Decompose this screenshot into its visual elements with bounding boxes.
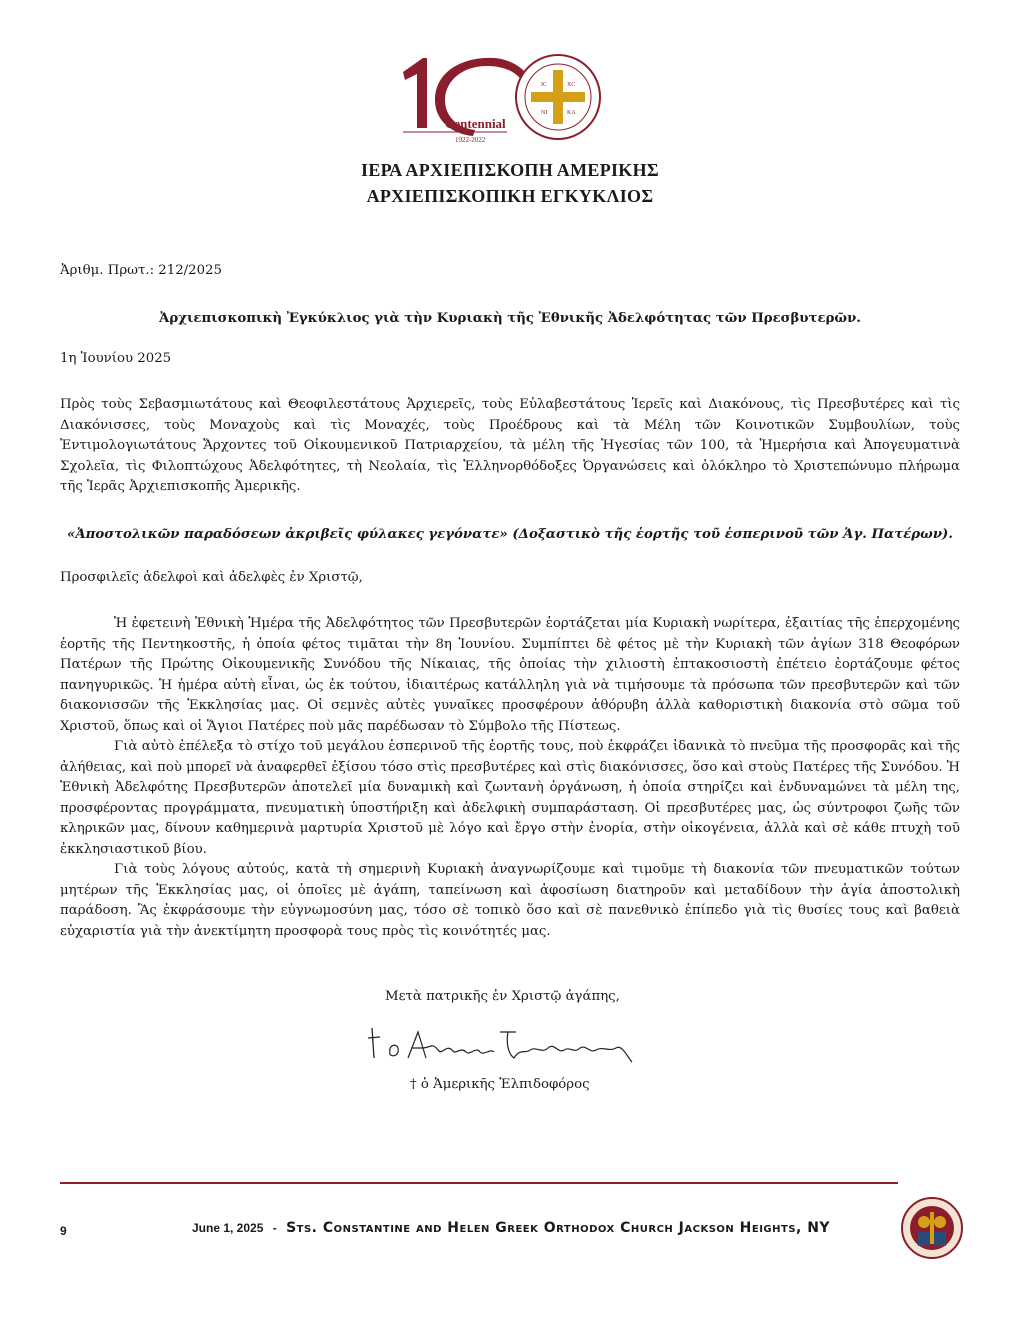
address-block [60,395,960,498]
greeting: Προσφιλεῖς ἀδελφοὶ καὶ ἀδελφὲς ἐν Χριστῷ, [60,570,363,585]
address-paragraph: Πρὸς τοὺς Σεβασμιωτάτους καὶ Θεοφιλεστάτους Ἀρχιερεῖς, τοὺς Εὐλαβεστάτους Ἱερεῖς καὶ Διακόνους, τὶς Πρεσβυτέρες καὶ τὶς Διακόνισσες, τοὺς Μοναχοὺς καὶ τὶς Μοναχές, τοὺς Προέδρους καὶ τὰ Μέλη τῶν Κοινοτικῶν Συμβουλίων, τοὺς Ἐντιμολογιωτάτους Ἄρχοντες τοῦ Οἰκουμενικοῦ Πατριαρχείου, τὰ μέλη τῆς Ἡγεσίας τῶν 100, τὰ Ἡμερήσια καὶ Ἀπογευματινὰ Σχολεῖα, τὶς Φιλοπτώχους Ἀδελφότητες, τὴ Νεολαία, τὶς Ἑλληνορθόδοξες Ὀργανώσεις καὶ ὁλόκληρο τὸ Χριστεπώνυμο πλήρωμα τῆς Ἱερᾶς Ἀρχιεπισκοπῆς Ἀμερικῆς. [60,397,960,494]
encyclical-subject: Ἀρχιεπισκοπικὴ Ἐγκύκλιος γιὰ τὴν Κυριακὴ τῆς Ἐθνικῆς Ἀδελφότητας τῶν Πρεσβυτερῶν. [159,311,861,326]
centennial-wordmark: Centennial [445,116,506,131]
closing-salutation: Μετὰ πατρικῆς ἐν Χριστῷ ἀγάπης, [385,989,620,1004]
svg-text:XC: XC [567,82,576,88]
footer-line [192,1220,830,1236]
encyclical-title: ΑΡΧΙΕΠΙΣΚΟΠΙΚΗ ΕΓΚΥΚΛΙΟΣ [366,186,654,206]
centennial-logo [395,50,610,158]
protocol-number: Ἀριθμ. Πρωτ.: 212/2025 [60,263,222,278]
svg-text:NI: NI [541,110,548,116]
handwritten-signature [360,1018,640,1068]
footer-date: June 1, 2025 [192,1221,264,1235]
archdiocese-seal-icon [516,55,600,139]
footer-church-name: Sts. Constantine and Helen Greek Orthodox Church Jackson Heights, NY [286,1220,831,1236]
page-number: 9 [60,1224,67,1238]
body-paragraph: Γιὰ τοὺς λόγους αὐτούς, κατὰ τὴ σημερινὴ Κυριακὴ ἀναγνωρίζουμε καὶ τιμοῦμε τὴ διακονία τῶν πνευματικῶν τούτων μητέρων τῆς Ἐκκλησίας μας, οἱ ὁποῖες μὲ ἀγάπη, ταπείνωση καὶ ἀφοσίωση διατηροῦν καὶ μεταδίδουν τὴν ἁγία ἀποστολικὴ παράδοση. Ἂς ἐκφράσουμε τὴν εὐγνωμοσύνη μας, τόσο σὲ τοπικὸ ὅσο καὶ σὲ πανεθνικὸ ἐπίπεδο γιὰ τὶς θυσίες τους καὶ βαθειὰ εὐχαριστία γιὰ τὴν ἀνεκτίμητη προσφορὰ τους πρὸς τὶς κοινότητές μας. [60,862,960,939]
footer-divider [60,1182,898,1184]
body-paragraph: Γιὰ αὐτὸ ἐπέλεξα τὸ στίχο τοῦ μεγάλου ἑσπερινοῦ τῆς ἑορτῆς τους, ποὺ ἐκφράζει ἰδανικὰ τὸ πνεῦμα τῆς προσφορᾶς καὶ τῆς ἀλήθειας, καὶ ποὺ μπορεῖ νὰ ἀναφερθεῖ ἐξίσου τόσο στὶς πρεσβυτέρες καὶ στὶς διακόνισσες, ὅσο καὶ στοὺς Πατέρες τῆς Συνόδου. Ἡ Ἐθνικὴ Ἀδελφότης Πρεσβυτερῶν ἀποτελεῖ μία δυναμικὴ καὶ ζωντανὴ ὀργάνωση, ἡ ὁποία στηρίζει καὶ ἐνδυναμώνει τὰ μέλη της, προσφέροντας προγράμματα, πνευματικὴ ὑποστήριξη καὶ ἀδελφικὴ συμπαράσταση. Οἱ πρεσβυτέρες μας, ὡς σύντροφοι ζωῆς τῶν κληρικῶν μας, δίνουν καθημερινὰ μαρτυρία Χριστοῦ μὲ λόγο καὶ ἔργο στὴν ἐνορία, στὴν οἰκογένεια, ἀλλὰ καὶ σὲ κάθε πτυχὴ τοῦ ἐκκλησιαστικοῦ βίου. [60,739,960,857]
signatory-name: † ὁ Ἀμερικῆς Ἐλπιδοφόρος [410,1077,590,1092]
centennial-years: 1922-2022 [455,136,486,144]
body-paragraph: Ἡ ἐφετεινὴ Ἐθνικὴ Ἡμέρα τῆς Ἀδελφότητος τῶν Πρεσβυτερῶν ἑορτάζεται μία Κυριακὴ νωρίτερα, ἐξαιτίας τῆς ἐπερχομένης ἑορτῆς τῆς Πεντηκοστῆς, ἡ ὁποία φέτος τιμᾶται τὴν 8η Ἰουνίου. Συμπίπτει δὲ φέτος μὲ τὴν Κυριακὴ τῶν ἁγίων 318 Θεοφόρων Πατέρων τῆς Πρώτης Οἰκουμενικῆς Συνόδου τῆς Νίκαιας, τῆς ὁποίας τὴν χιλιοστὴ ἑπτακοσιοστὴ ἐπέτειο ἑορτάζουμε φέτος πανηγυρικῶς. Ἡ ἡμέρα αὐτὴ εἶναι, ὡς ἐκ τούτου, ἰδιαιτέρως κατάλληλη γιὰ νὰ τιμήσουμε τὰ πρόσωπα τῶν πρεσβυτερῶν καὶ τῶν διακονισσῶν τῆς Ἐκκλησίας μας. Οἱ σεμνὲς αὐτὲς γυναῖκες προσφέρουν ἀθόρυβη ἀλλὰ καθοριστικὴ διακονία στὸ σῶμα τοῦ Χριστοῦ, ὅπως καὶ οἱ Ἅγιοι Πατέρες ποὺ μᾶς παρέδωσαν τὸ Σύμβολο τῆς Πίστεως. [60,616,960,734]
letter-body [60,614,960,942]
svg-text:KA: KA [567,110,576,116]
church-seal-icon [900,1196,964,1260]
encyclical-date: 1η Ἰουνίου 2025 [60,351,172,366]
epigraph-quote: «Ἀποστολικῶν παραδόσεων ἀκριβεῖς φύλακες γεγόνατε» (Δοξαστικὸ τῆς ἑορτῆς τοῦ ἑσπερινοῦ τῶν Ἁγ. Πατέρων). [67,527,953,542]
archdiocese-title: ΙΕΡΑ ΑΡΧΙΕΠΙΣΚΟΠΗ ΑΜΕΡΙΚΗΣ [361,160,659,180]
footer-separator: - [272,1221,277,1235]
svg-text:IC: IC [541,82,547,88]
